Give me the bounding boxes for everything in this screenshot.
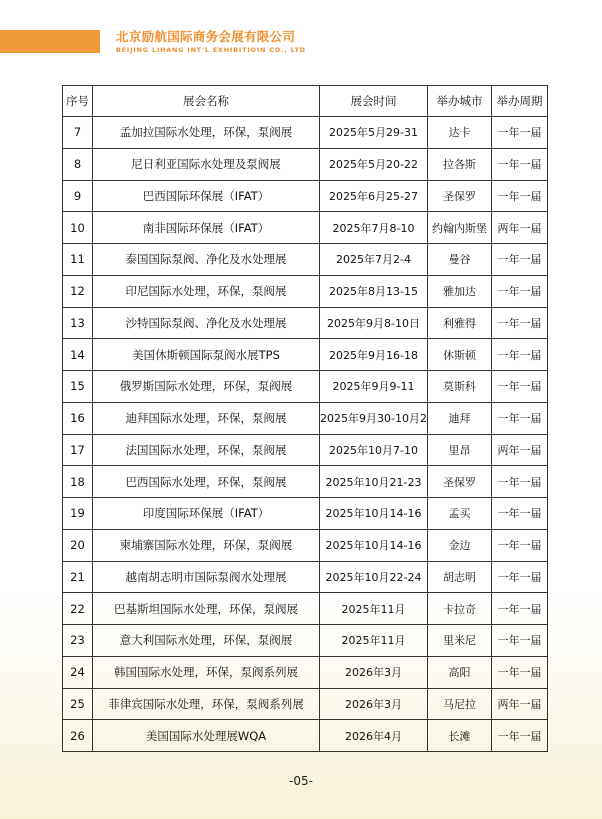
cell-host-city: 拉各斯	[427, 148, 491, 180]
cell-host-city: 孟买	[427, 498, 491, 530]
cell-cycle: 一年一届	[491, 593, 547, 625]
table-row	[63, 307, 548, 339]
cell-exhibition-name: 俄罗斯国际水处理，环保，泵阀展	[93, 371, 320, 403]
cell-cycle: 一年一届	[491, 371, 547, 403]
cell-host-city: 约翰内斯堡	[427, 212, 491, 244]
cell-exhibition-date: 2025年5月20-22	[320, 148, 428, 180]
cell-exhibition-date: 2025年10月22-24	[320, 561, 428, 593]
cell-exhibition-date: 2025年6月25-27	[320, 180, 428, 212]
cell-no: 25	[63, 688, 93, 720]
table-row	[63, 529, 548, 561]
cell-exhibition-name: 南非国际环保展（IFAT）	[93, 212, 320, 244]
cell-host-city: 曼谷	[427, 244, 491, 276]
cell-no: 7	[63, 117, 93, 149]
cell-host-city: 里米尼	[427, 625, 491, 657]
table-row	[63, 688, 548, 720]
cell-exhibition-date: 2025年9月30-10月2	[320, 402, 428, 434]
cell-cycle: 一年一届	[491, 498, 547, 530]
company-name-cn: 北京励航国际商务会展有限公司	[116, 29, 296, 44]
cell-cycle: 一年一届	[491, 402, 547, 434]
cell-no: 15	[63, 371, 93, 403]
table-row	[63, 593, 548, 625]
cell-exhibition-date: 2025年10月14-16	[320, 529, 428, 561]
cell-exhibition-date: 2026年3月	[320, 656, 428, 688]
cell-exhibition-name: 尼日利亚国际水处理及泵阀展	[93, 148, 320, 180]
cell-no: 11	[63, 244, 93, 276]
cell-no: 22	[63, 593, 93, 625]
cell-cycle: 一年一届	[491, 275, 547, 307]
cell-cycle: 一年一届	[491, 148, 547, 180]
cell-host-city: 里昂	[427, 434, 491, 466]
cell-exhibition-date: 2025年8月13-15	[320, 275, 428, 307]
cell-cycle: 一年一届	[491, 339, 547, 371]
column-header-no: 序号	[63, 86, 93, 117]
cell-no: 8	[63, 148, 93, 180]
table-row	[63, 402, 548, 434]
cell-no: 12	[63, 275, 93, 307]
cell-cycle: 一年一届	[491, 307, 547, 339]
cell-host-city: 金边	[427, 529, 491, 561]
cell-no: 10	[63, 212, 93, 244]
cell-no: 23	[63, 625, 93, 657]
table-row	[63, 117, 548, 149]
table-header-row	[63, 86, 548, 117]
cell-exhibition-date: 2025年10月21-23	[320, 466, 428, 498]
cell-exhibition-name: 意大利国际水处理，环保，泵阀展	[93, 625, 320, 657]
table-row	[63, 371, 548, 403]
table-row	[63, 148, 548, 180]
cell-host-city: 休斯顿	[427, 339, 491, 371]
column-header-date: 展会时间	[320, 86, 428, 117]
table-body	[63, 117, 548, 752]
cell-exhibition-date: 2025年9月16-18	[320, 339, 428, 371]
cell-exhibition-name: 韩国国际水处理，环保，泵阀系列展	[93, 656, 320, 688]
cell-exhibition-name: 印尼国际水处理，环保，泵阀展	[93, 275, 320, 307]
cell-exhibition-name: 越南胡志明市国际泵阀水处理展	[93, 561, 320, 593]
column-header-cycle: 举办周期	[491, 86, 547, 117]
cell-exhibition-date: 2026年4月	[320, 720, 428, 752]
table-row	[63, 244, 548, 276]
cell-cycle: 一年一届	[491, 561, 547, 593]
cell-cycle: 一年一届	[491, 466, 547, 498]
header-accent-bar	[0, 30, 100, 53]
cell-exhibition-date: 2025年9月8-10日	[320, 307, 428, 339]
cell-cycle: 两年一届	[491, 434, 547, 466]
cell-exhibition-date: 2025年10月14-16	[320, 498, 428, 530]
cell-exhibition-name: 迪拜国际水处理，环保，泵阀展	[93, 402, 320, 434]
cell-cycle: 两年一届	[491, 688, 547, 720]
cell-no: 17	[63, 434, 93, 466]
cell-exhibition-name: 美国国际水处理展WQA	[93, 720, 320, 752]
table-row	[63, 498, 548, 530]
cell-exhibition-name: 菲律宾国际水处理，环保，泵阀系列展	[93, 688, 320, 720]
cell-exhibition-name: 巴西国际环保展（IFAT）	[93, 180, 320, 212]
cell-exhibition-date: 2025年7月8-10	[320, 212, 428, 244]
cell-host-city: 莫斯科	[427, 371, 491, 403]
cell-host-city: 卡拉奇	[427, 593, 491, 625]
cell-no: 24	[63, 656, 93, 688]
cell-exhibition-name: 孟加拉国际水处理，环保，泵阀展	[93, 117, 320, 149]
cell-exhibition-date: 2026年3月	[320, 688, 428, 720]
cell-host-city: 圣保罗	[427, 180, 491, 212]
company-name-en: BEIJING LIHANG INT'L EXHIBITIOIN CO., LTD	[116, 47, 306, 54]
cell-cycle: 一年一届	[491, 529, 547, 561]
table-row	[63, 720, 548, 752]
cell-no: 21	[63, 561, 93, 593]
column-header-name: 展会名称	[93, 86, 320, 117]
page-number: -05-	[289, 774, 313, 788]
cell-cycle: 一年一届	[491, 656, 547, 688]
company-logo-text	[116, 30, 306, 55]
cell-host-city: 胡志明	[427, 561, 491, 593]
table-row	[63, 466, 548, 498]
table-row	[63, 656, 548, 688]
cell-no: 18	[63, 466, 93, 498]
cell-exhibition-date: 2025年9月9-11	[320, 371, 428, 403]
cell-host-city: 高阳	[427, 656, 491, 688]
table-row	[63, 434, 548, 466]
table-row	[63, 561, 548, 593]
cell-host-city: 雅加达	[427, 275, 491, 307]
cell-no: 13	[63, 307, 93, 339]
cell-cycle: 一年一届	[491, 720, 547, 752]
cell-host-city: 达卡	[427, 117, 491, 149]
cell-exhibition-name: 巴基斯坦国际水处理，环保，泵阀展	[93, 593, 320, 625]
table-row	[63, 212, 548, 244]
cell-exhibition-name: 美国休斯顿国际泵阀水展TPS	[93, 339, 320, 371]
cell-exhibition-name: 巴西国际水处理，环保，泵阀展	[93, 466, 320, 498]
cell-no: 19	[63, 498, 93, 530]
cell-exhibition-date: 2025年5月29-31	[320, 117, 428, 149]
cell-exhibition-date: 2025年10月7-10	[320, 434, 428, 466]
cell-exhibition-date: 2025年11月	[320, 593, 428, 625]
exhibition-table	[62, 85, 548, 752]
cell-no: 14	[63, 339, 93, 371]
cell-exhibition-name: 泰国国际泵阀、净化及水处理展	[93, 244, 320, 276]
cell-cycle: 一年一届	[491, 117, 547, 149]
cell-host-city: 马尼拉	[427, 688, 491, 720]
cell-exhibition-date: 2025年7月2-4	[320, 244, 428, 276]
column-header-city: 举办城市	[427, 86, 491, 117]
table-row	[63, 275, 548, 307]
cell-no: 26	[63, 720, 93, 752]
cell-exhibition-date: 2025年11月	[320, 625, 428, 657]
cell-exhibition-name: 沙特国际泵阀、净化及水处理展	[93, 307, 320, 339]
table-row	[63, 625, 548, 657]
cell-host-city: 长滩	[427, 720, 491, 752]
table-row	[63, 180, 548, 212]
cell-host-city: 圣保罗	[427, 466, 491, 498]
cell-cycle: 两年一届	[491, 212, 547, 244]
cell-cycle: 一年一届	[491, 180, 547, 212]
cell-cycle: 一年一届	[491, 244, 547, 276]
cell-host-city: 迪拜	[427, 402, 491, 434]
cell-exhibition-name: 柬埔寨国际水处理，环保，泵阀展	[93, 529, 320, 561]
cell-exhibition-name: 法国国际水处理，环保，泵阀展	[93, 434, 320, 466]
cell-cycle: 一年一届	[491, 625, 547, 657]
cell-host-city: 利雅得	[427, 307, 491, 339]
cell-no: 20	[63, 529, 93, 561]
cell-no: 16	[63, 402, 93, 434]
cell-no: 9	[63, 180, 93, 212]
table-row	[63, 339, 548, 371]
cell-exhibition-name: 印度国际环保展（IFAT）	[93, 498, 320, 530]
